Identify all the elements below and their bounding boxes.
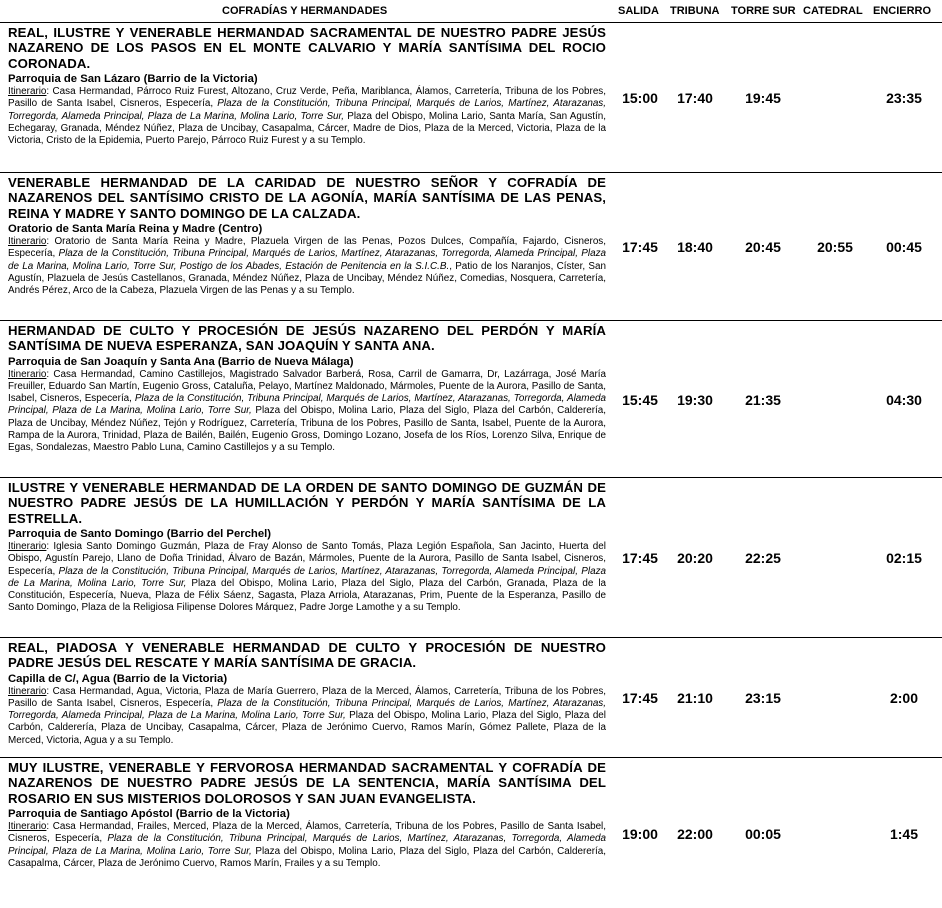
itinerary-official-route: Plaza de la Constitución, Tribuna Principal, Marqués de Larios, Martínez, Atarazanas, Torregorda, Alameda Principal, Plaza de La Marina, Molina Lario, Torre Sur, Postigo de los Abades, Estación de Penitencia en la S.I.C.B. [8, 248, 606, 272]
brotherhood-title: VENERABLE HERMANDAD DE LA CARIDAD DE NUESTRO SEÑOR Y COFRADÍA DE NAZARENOS DEL SANTÍSIMO CRISTO DE LA AGONÍA, MARÍA SANTÍSIMA DE LAS PENAS, REINA Y MADRE Y SANTO DOMINGO DE LA CALZADA. [8, 175, 606, 221]
itinerary-segment: , Patio de los Naranjos, Císter, San Agustín, Plazuela de Jesús Castellanos, Granada, Méndez Núñez, Plaza de Uncibay, Méndez Núñez, Comedias, Nosquera, Carretería, Andrés Pérez, Arco de la Cabeza, Plazuela Virgen de las Penas y a su Templo. [8, 260, 606, 297]
time-encierro: 1:45 [889, 825, 919, 842]
time-torre-sur: 23:15 [745, 690, 781, 706]
time-encierro: 00:45 [886, 239, 922, 255]
itinerary-official-route: Plaza de la Constitución, Tribuna Principal, Marqués de Larios, Martínez, Atarazanas, Torregorda, Alameda Principal, Plaza de La Marina, Molina Lario, Torre Sur, [8, 393, 606, 417]
itinerary-segment: Plaza del Obispo, Molina Lario, Plaza del Siglo, Plaza del Carbón, Calderería, Plaza de Uncibay, Méndez Núñez, Tejón y Rodríguez, Carretería, Tribuna de los Pobres, Pasillo de Santa, Isabel, Puente de la Aurora, Rampa de la Aurora, Trinidad, Plaza de Bailén, Bailén, Eugenio Gross, Domingo Lozano, Josefa de los Ríos, Lorenzo Silva, Enrique de Egas, Sondalezas, Maestro Pablo Luna, Camino Castillejos y a su Templo. [8, 405, 607, 454]
table-header [0, 0, 942, 22]
itinerary-label: Itinerario [8, 368, 47, 380]
itinerary-label: Itinerario [8, 821, 47, 833]
itinerary-official-route: Plaza de la Constitución, Tribuna Principal, Marqués de Larios, Martínez, Atarazanas, Torregorda, Alameda Principal, Plaza de La Marina, Molina Lario, Torre Sur, [8, 833, 606, 857]
time-tribuna: 20:20 [677, 550, 713, 566]
time-encierro: 02:15 [886, 550, 922, 566]
itinerary-text [8, 686, 606, 747]
time-torre-sur: 19:45 [745, 90, 781, 106]
time-tribuna: 21:10 [677, 690, 713, 706]
time-torre-sur: 00:05 [745, 825, 781, 842]
itinerary-segment: Plaza del Obispo, Molina Lario, Plaza del Siglo, Plaza del Carbón, Calderería, Plaza de Uncibay, Casapalma, Cárcer, Plaza de Jerónimo Cuervo, Ramos Marín, Gómez Pallete, Plaza de la Merced, Victoria, Agua y a su Templo. [8, 710, 606, 746]
brotherhood-title: REAL, ILUSTRE Y VENERABLE HERMANDAD SACRAMENTAL DE NUESTRO PADRE JESÚS NAZARENO DE LOS PASOS EN EL MONTE CALVARIO Y MARÍA SANTÍSIMA DEL ROCIO CORONADA. [8, 25, 606, 71]
time-tribuna: 17:40 [677, 90, 713, 106]
time-encierro: 2:00 [889, 690, 919, 706]
itinerary-label: Itinerario [8, 685, 47, 697]
time-encierro: 04:30 [886, 391, 922, 408]
header-cofradias: COFRADÍAS Y HERMANDADES [222, 5, 388, 17]
parish-name: Oratorio de Santa María Reina y Madre (Centro) [8, 223, 263, 236]
time-catedral: 20:55 [817, 239, 853, 255]
itinerary-official-route: Plaza de la Constitución, Tribuna Principal, Marqués de Larios, Martínez, Atarazanas, Torregorda, Alameda Principal, Plaza de La Marina, Molina Lario, Torre Sur, [8, 98, 606, 122]
parish-name: Parroquia de Santo Domingo (Barrio del Perchel) [8, 528, 272, 541]
itinerary-official-route: Plaza de la Constitución, Tribuna Principal, Marqués de Larios, Martínez, Atarazanas, Torregorda, Alameda Principal, Plaza de La Marina, Molina Lario, Torre Sur, [8, 698, 606, 722]
header-torre-sur: TORRE SUR [731, 5, 796, 17]
itinerary-segment: Plaza del Obispo, Molina Lario, Plaza del Siglo, Plaza del Carbón, Granada, Plaza de la Constitución, Especería, Nueva, Plaza de Félix Sáenz, Sagasta, Plaza Arriola, Atarazanas, Prim, Puente de la Esperanza, Pasillo de Santo Domingo, Plaza de la Religiosa Filipense Dolores Márquez, Padre Jorge Lamothe y a su Templo. [8, 577, 607, 614]
itinerary-segment: : Casa Hermandad, Frailes, Merced, Plaza de la Merced, Álamos, Carretería, Tribuna de los Pobres, Pasillo de Santa Isabel, Cisneros, Especería, [8, 821, 606, 845]
itinerary-text [8, 821, 606, 870]
table-row [0, 757, 942, 908]
itinerary-segment: : Iglesia Santo Domingo Guzmán, Plaza de Fray Alonso de Santo Tomás, Plaza Legión Española, San Jacinto, Huerta del Obispo, Agustín Parejo, Llano de Doña Trinidad, Álvaro de Bazán, Mármoles, Puente de la Aurora, Pasillo de Santa Isabel, Cisneros, Especería, [8, 541, 606, 577]
time-salida: 17:45 [622, 239, 658, 255]
table-row [0, 637, 942, 757]
brotherhood-title: MUY ILUSTRE, VENERABLE Y FERVOROSA HERMANDAD SACRAMENTAL Y COFRADÍA DE NAZARENOS DE NUESTRO PADRE JESÚS DE LA SENTENCIA, MARÍA SANTÍSIMA DEL ROSARIO EN SUS MISTERIOS DOLOROSOS Y SAN JUAN EVANGELISTA. [8, 760, 606, 806]
brotherhood-title: REAL, PIADOSA Y VENERABLE HERMANDAD DE CULTO Y PROCESIÓN DE NUESTRO PADRE JESÚS DEL RESCATE Y MARÍA SANTÍSIMA DE GRACIA. [8, 640, 606, 671]
header-tribuna: TRIBUNA [670, 5, 720, 17]
brotherhood-title: ILUSTRE Y VENERABLE HERMANDAD DE LA ORDEN DE SANTO DOMINGO DE GUZMÁN DE NUESTRO PADRE JESÚS DE LA HUMILLACIÓN Y PERDÓN Y MARÍA SANTÍSIMA DE LA ESTRELLA. [8, 480, 606, 526]
table-row [0, 22, 942, 172]
time-salida: 15:45 [622, 391, 658, 408]
itinerary-text [8, 369, 606, 454]
itinerary-segment: : Oratorio de Santa María Reina y Madre, Plazuela Virgen de las Penas, Pozos Dulces, Compañía, Fajardo, Cisneros, Especería, [8, 236, 606, 260]
brotherhood-cell [8, 25, 606, 147]
header-catedral: CATEDRAL [803, 5, 863, 17]
itinerary-official-route: Plaza de la Constitución, Tribuna Principal, Marqués de Larios, Martínez, Atarazanas, Torregorda, Alameda Principal, Plaza de La Marina, Molina Lario, Torre Sur, [8, 565, 606, 589]
itinerary-label: Itinerario [8, 236, 47, 248]
time-salida: 19:00 [622, 825, 658, 842]
time-salida: 17:45 [622, 550, 658, 566]
brotherhood-cell [8, 640, 606, 747]
brotherhood-title: HERMANDAD DE CULTO Y PROCESIÓN DE JESÚS NAZARENO DEL PERDÓN Y MARÍA SANTÍSIMA DE NUEVA ESPERANZA, SAN JOAQUÍN Y SANTA ANA. [8, 323, 606, 354]
time-tribuna: 19:30 [677, 391, 713, 408]
time-encierro: 23:35 [886, 90, 922, 106]
itinerary-text [8, 86, 606, 147]
parish-name: Parroquia de San Joaquín y Santa Ana (Barrio de Nueva Málaga) [8, 355, 354, 368]
itinerary-segment: : Casa Hermandad, Párroco Ruiz Furest, Altozano, Cruz Verde, Peña, Mariblanca, Álamos, Carretería, Tribuna de los Pobres, Pasillo de Santa Isabel, Cisneros, Especería, [8, 86, 606, 110]
header-encierro: ENCIERRO [873, 5, 932, 17]
table-row [0, 477, 942, 637]
brotherhood-cell [8, 480, 606, 614]
table-row [0, 320, 942, 477]
itinerary-label: Itinerario [8, 86, 47, 98]
time-salida: 15:00 [622, 90, 658, 106]
parish-name: Parroquia de San Lázaro (Barrio de la Victoria) [8, 73, 258, 86]
time-torre-sur: 21:35 [745, 391, 781, 408]
itinerary-text [8, 541, 606, 614]
parish-name: Capilla de C/, Agua (Barrio de la Victoria) [8, 672, 228, 685]
itinerary-segment: Plaza del Obispo, Molina Lario, Plaza del Siglo, Plaza del Carbón, Calderería, Casapalma, Cárcer, Plaza de Jerónimo Cuervo, Ramos Marín, Frailes y a su Templo. [8, 845, 607, 869]
itinerary-segment: Plaza del Obispo, Molina Lario, Santa María, San Agustín, Echegaray, Granada, Méndez Núñez, Plaza de Uncibay, Casapalma, Cárcer, Madre de Dios, Plaza de la Merced, Victoria, Plaza de la Victoria, Cristo de la Epidemia, Puerto Parejo, Párroco Ruiz Furest y a su Templo. [8, 110, 606, 147]
time-tribuna: 18:40 [677, 239, 713, 255]
itinerary-text [8, 236, 606, 297]
itinerary-segment: : Casa Hermandad, Agua, Victoria, Plaza de María Guerrero, Plaza de la Merced, Álamos, Carretería, Tribuna de los Pobres, Pasillo de Santa Isabel, Cisneros, Especería, [8, 685, 606, 710]
brotherhood-cell [8, 175, 606, 297]
brotherhood-cell [8, 760, 606, 870]
parish-name: Parroquia de Santiago Apóstol (Barrio de la Victoria) [8, 808, 290, 821]
time-salida: 17:45 [622, 690, 658, 706]
itinerary-segment: : Casa Hermandad, Camino Castillejos, Magistrado Salvador Barberá, Rosa, Carril de Gamarra, Dr, Lazárraga, José María Freuiller, Eduardo San Martín, Eugenio Gross, Cataluña, Pelayo, Martínez Maldonado, Mármoles, Puente de la Aurora, Pasillo de Santa, Isabel, Cisneros, Especería, [8, 368, 606, 405]
time-torre-sur: 20:45 [745, 239, 781, 255]
table-row [0, 172, 942, 320]
itinerary-label: Itinerario [8, 541, 47, 553]
time-tribuna: 22:00 [677, 825, 713, 842]
header-salida: SALIDA [618, 5, 659, 17]
brotherhood-cell [8, 323, 606, 454]
time-torre-sur: 22:25 [745, 550, 781, 566]
